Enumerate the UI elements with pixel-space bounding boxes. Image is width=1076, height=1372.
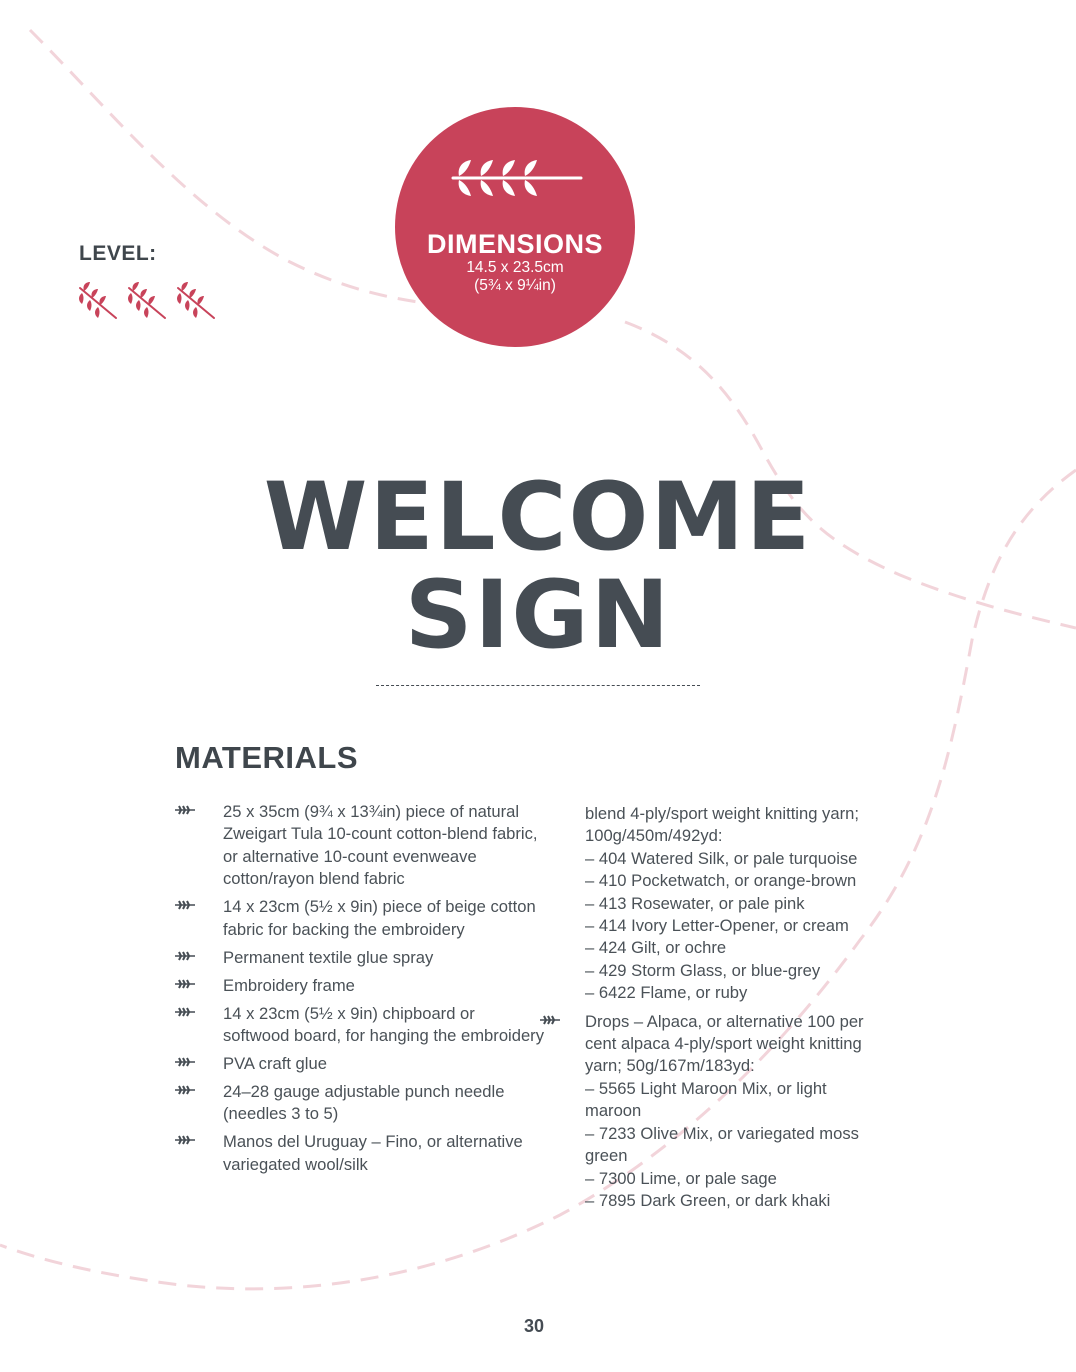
list-item-text: 24–28 gauge adjustable punch needle (needles 3 to 5) [223, 1082, 505, 1124]
yarn-colour: – 410 Pocketwatch, or orange-brown [585, 871, 857, 891]
list-item-text: 25 x 35cm (9¾ x 13¾in) piece of natural Zweigart Tula 10-count cotton-blend fabric, or alternative 10-count evenweave cotton/rayon blend fabric [223, 802, 538, 889]
leaf-sprig-icon [176, 282, 216, 320]
dimensions-imperial: (5¾ x 9¼in) [474, 277, 556, 294]
yarn-colour: – 6422 Flame, or ruby [585, 983, 748, 1003]
list-item-continuation [540, 803, 920, 1005]
list-item [175, 1131, 545, 1176]
list-item [175, 1053, 545, 1075]
continuation-line: blend 4-ply/sport weight knitting yarn; 100g/450m/492yd: [585, 804, 859, 846]
yarn-colour: – 404 Watered Silk, or pale turquoise [585, 848, 858, 868]
yarn-colour: – 7233 Olive Mix, or variegated moss green [585, 1123, 859, 1166]
level-rating [78, 282, 216, 320]
list-item-text: 14 x 23cm (5½ x 9in) piece of beige cotton fabric for backing the embroidery [223, 897, 536, 939]
list-item [175, 1003, 545, 1048]
level-label: LEVEL: [79, 242, 157, 265]
leaf-bullet-icon [175, 1135, 195, 1145]
list-item-text: PVA craft glue [223, 1054, 327, 1074]
dimensions-metric: 14.5 x 23.5cm [466, 259, 564, 276]
list-item [540, 1011, 920, 1213]
yarn-colour: – 429 Storm Glass, or blue-grey [585, 960, 821, 980]
leaf-sprig-icon [127, 282, 167, 320]
leaf-sprig-icon [78, 282, 118, 320]
list-item [175, 975, 545, 997]
leaf-bullet-icon [175, 951, 195, 961]
dimensions-heading: DIMENSIONS [426, 229, 604, 259]
title-dashed-divider [376, 685, 700, 686]
list-item [175, 896, 545, 941]
yarn-colour: – 424 Gilt, or ochre [585, 938, 727, 958]
list-item [175, 801, 545, 891]
yarn-colour: – 5565 Light Maroon Mix, or light maroon [585, 1078, 827, 1121]
page-title-line-1: WELCOME [263, 463, 813, 572]
leaf-bullet-icon [175, 1057, 195, 1067]
list-item-text: 14 x 23cm (5½ x 9in) chipboard or softwood board, for hanging the embroidery [223, 1003, 545, 1046]
list-item-text: Permanent textile glue spray [223, 947, 434, 967]
list-item [175, 947, 545, 969]
list-item-text: Drops – Alpaca, or alternative 100 per cent alpaca 4-ply/sport weight knitting yarn; 50g/167m/183yd: [585, 1011, 864, 1076]
materials-list-right [540, 803, 920, 1218]
yarn-colour: – 413 Rosewater, or pale pink [585, 893, 805, 913]
leaf-bullet-icon [175, 900, 195, 910]
list-item-text: Manos del Uruguay – Fino, or alternative variegated wool/silk [223, 1132, 523, 1174]
list-item [175, 1081, 545, 1126]
leaf-bullet-icon [540, 1015, 560, 1025]
leaf-sprig-icon [445, 157, 585, 199]
page-number: 30 [523, 1316, 545, 1336]
materials-heading: MATERIALS [175, 740, 359, 775]
materials-list-left [175, 801, 545, 1182]
dimensions-badge [395, 107, 635, 347]
leaf-bullet-icon [175, 805, 195, 815]
page-title-line-2: SIGN [404, 561, 672, 670]
leaf-bullet-icon [175, 979, 195, 989]
yarn-colour: – 7300 Lime, or pale sage [585, 1168, 777, 1188]
leaf-bullet-icon [175, 1085, 195, 1095]
yarn-colour: – 414 Ivory Letter-Opener, or cream [585, 916, 849, 936]
leaf-bullet-icon [175, 1007, 195, 1017]
yarn-colour: – 7895 Dark Green, or dark khaki [585, 1190, 831, 1210]
list-item-text: Embroidery frame [223, 975, 355, 995]
